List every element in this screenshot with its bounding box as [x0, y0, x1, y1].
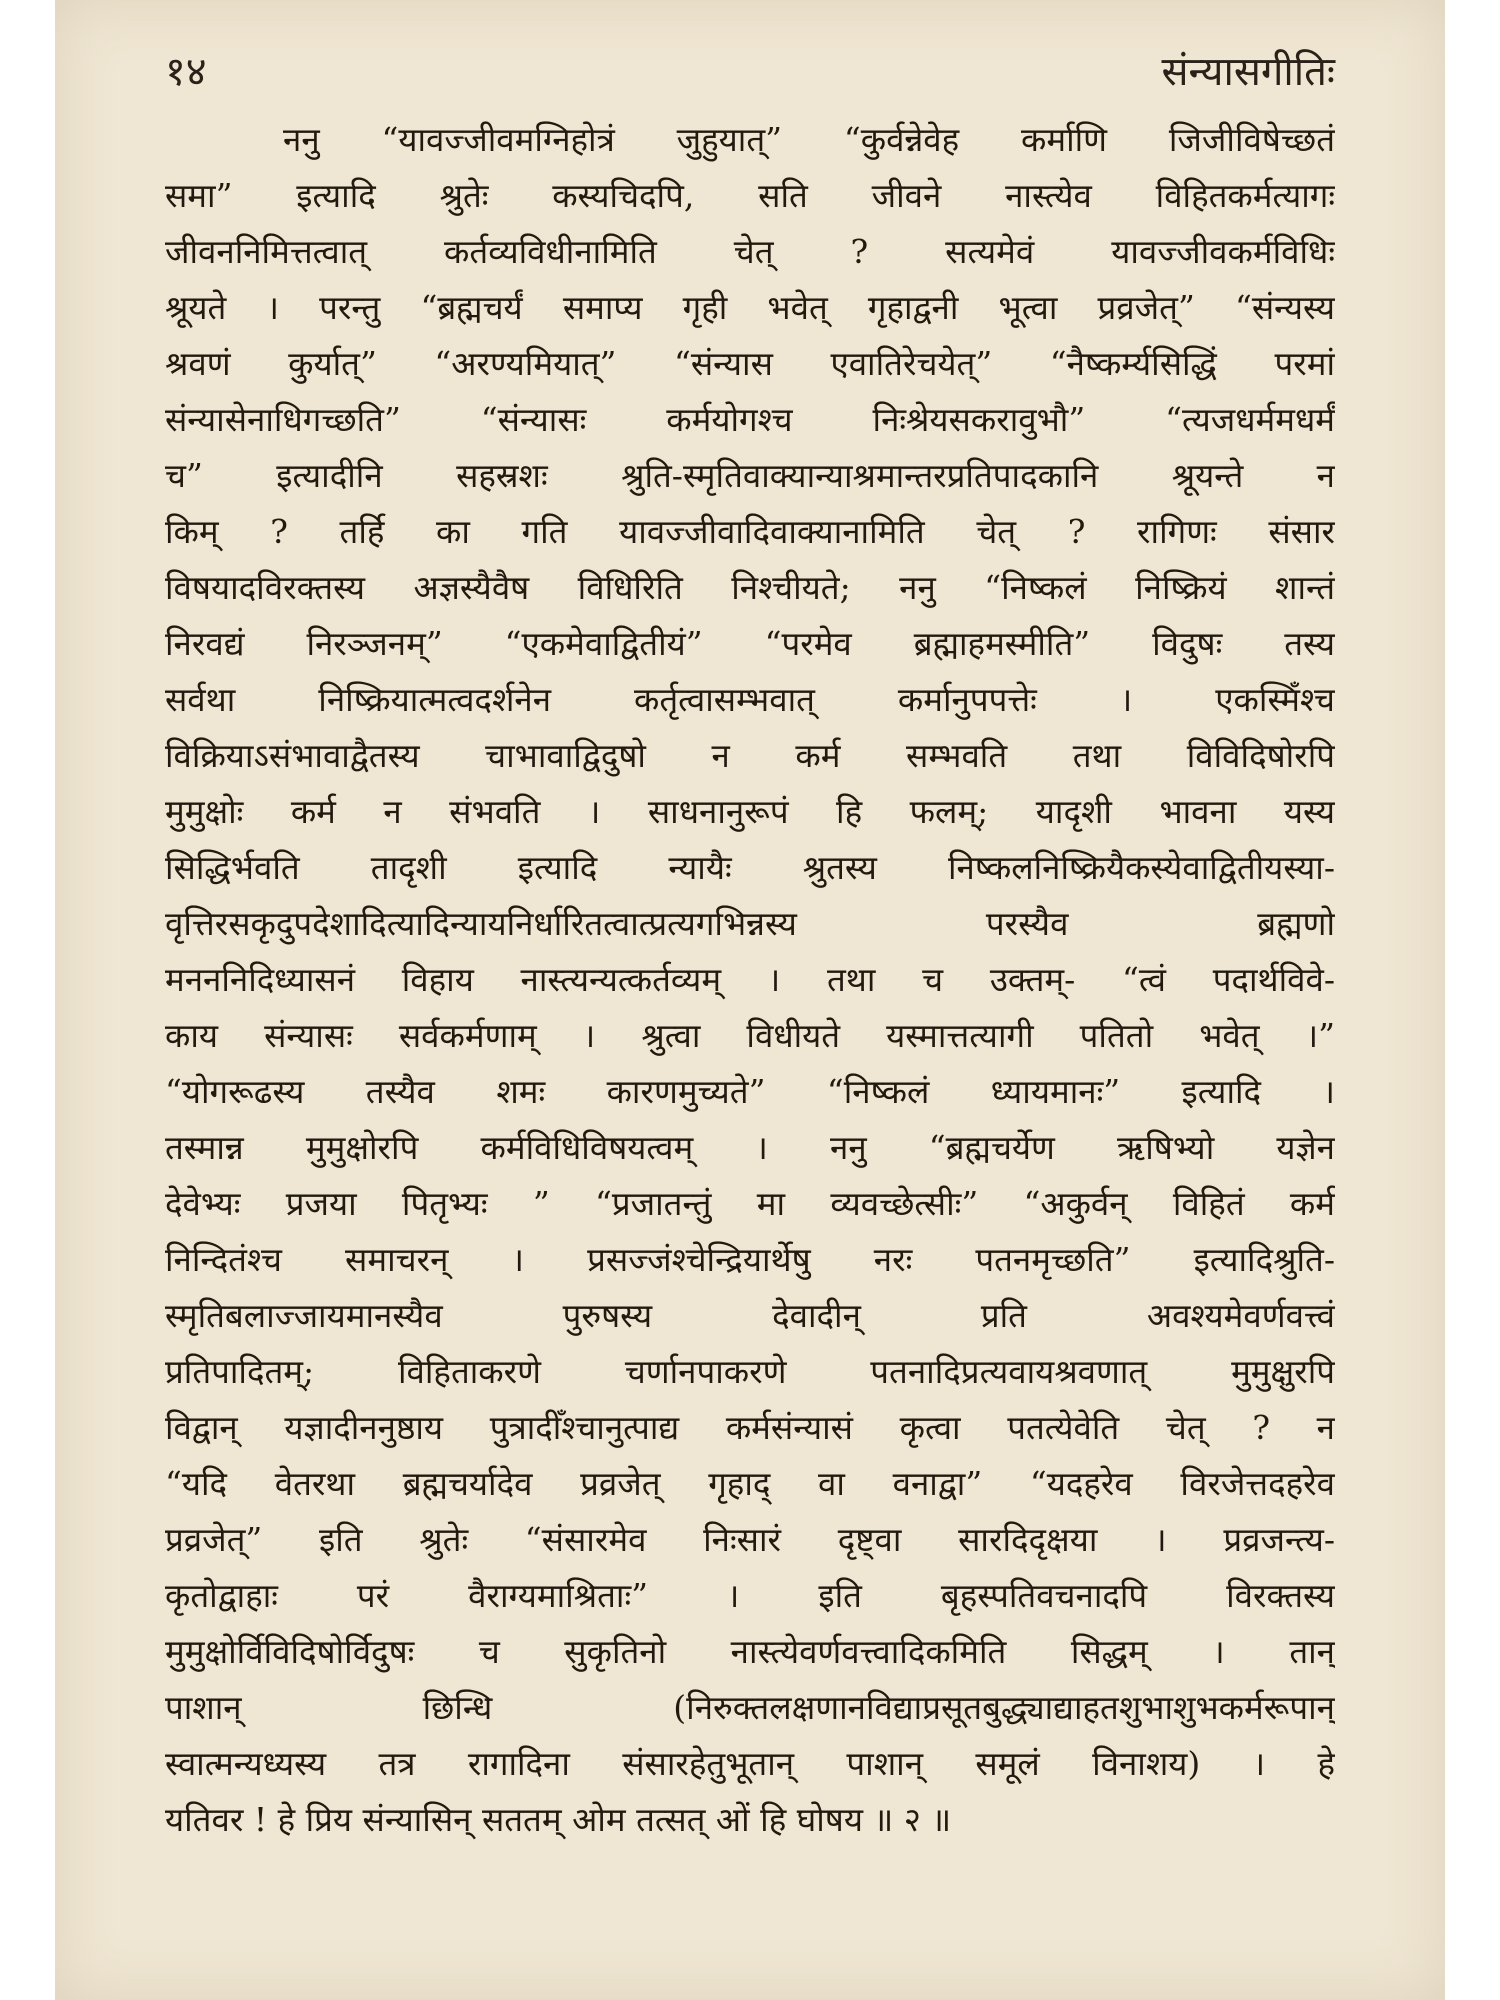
text-line: यतिवर ! हे प्रिय संन्यासिन् सततम् ओम तत्सत् ओं हि घोषय ॥ २ ॥ [165, 1800, 952, 1839]
text-line: जीवननिमित्तत्वात् कर्तव्यविधीनामिति चेत् ? सत्यमेवं यावज्जीवकर्मविधिः [165, 232, 1335, 271]
text-line: विषयादविरक्तस्य अज्ञस्यैवैष विधिरिति निश्चीयते; ननु “निष्कलं निष्क्रियं शान्तं [165, 568, 1335, 607]
book-page [55, 0, 1445, 2000]
text-line: पाशान् छिन्धि (निरुक्तलक्षणानविद्याप्रसूतबुद्ध्याद्याहतशुभाशुभकर्मरूपान् [165, 1688, 1335, 1727]
text-line: “योगरूढस्य तस्यैव शमः कारणमुच्यते” “निष्कलं ध्यायमानः” इत्यादि । [165, 1072, 1335, 1111]
text-line: किम् ? तर्हि का गति यावज्जीवादिवाक्यानामिति चेत् ? रागिणः संसार [165, 512, 1335, 551]
page-header [165, 42, 1335, 102]
text-line: वृत्तिरसकृदुपदेशादित्यादिन्यायनिर्धारितत्वात्प्रत्यगभिन्नस्य परस्यैव ब्रह्मणो [165, 904, 1335, 943]
text-line: कृतोद्वाहाः परं वैराग्यमाश्रिताः” । इति बृहस्पतिवचनादपि विरक्तस्य [165, 1576, 1335, 1615]
text-line: निरवद्यं निरञ्जनम्” “एकमेवाद्वितीयं” “परमेव ब्रह्माहमस्मीति” विदुषः तस्य [165, 624, 1335, 663]
text-line: “यदि वेतरथा ब्रह्मचर्यादेव प्रव्रजेत् गृहाद् वा वनाद्वा” “यदहरेव विरजेत्तदहरेव [165, 1464, 1335, 1503]
text-line: मुमुक्षोर्विविदिषोर्विदुषः च सुकृतिनो नास्त्येवर्णवत्त्वादिकमिति सिद्धम् । तान् [165, 1632, 1335, 1671]
text-line: मनननिदिध्यासनं विहाय नास्त्यन्यत्कर्तव्यम् । तथा च उक्तम्- “त्वं पदार्थविवे- [165, 960, 1335, 999]
body-text [165, 112, 1335, 1848]
page-number: १४ [165, 49, 207, 95]
running-title: संन्यासगीतिः [1161, 49, 1335, 95]
text-line: समा” इत्यादि श्रुतेः कस्यचिदपि, सति जीवने नास्त्येव विहितकर्मत्यागः [165, 176, 1335, 215]
text-line: प्रतिपादितम्; विहिताकरणे चर्णानपाकरणे पतनादिप्रत्यवायश्रवणात् मुमुक्षुरपि [165, 1352, 1335, 1391]
text-line: देवेभ्यः प्रजया पितृभ्यः ” “प्रजातन्तुं मा व्यवच्छेत्सीः” “अकुर्वन् विहितं कर्म [165, 1184, 1335, 1223]
text-line: स्मृतिबलाज्जायमानस्यैव पुरुषस्य देवादीन् प्रति अवश्यमेवर्णवत्त्वं [165, 1296, 1335, 1335]
text-line: श्रवणं कुर्यात्” “अरण्यमियात्” “संन्यास एवातिरेचयेत्” “नैष्कर्म्यसिद्धिं परमां [165, 344, 1335, 383]
text-line: च” इत्यादीनि सहस्रशः श्रुति-स्मृतिवाक्यान्याश्रमान्तरप्रतिपादकानि श्रूयन्ते न [165, 456, 1335, 495]
text-line: श्रूयते । परन्तु “ब्रह्मचर्यं समाप्य गृही भवेत् गृहाद्वनी भूत्वा प्रव्रजेत्” “संन्यस्य [165, 288, 1335, 327]
text-line: मुमुक्षोः कर्म न संभवति । साधनानुरूपं हि फलम्; यादृशी भावना यस्य [165, 792, 1335, 831]
text-line: विक्रियाऽसंभावाद्वैतस्य चाभावाद्विदुषो न कर्म सम्भवति तथा विविदिषोरपि [165, 736, 1335, 775]
text-line: सर्वथा निष्क्रियात्मत्वदर्शनेन कर्तृत्वासम्भवात् कर्मानुपपत्तेः । एकस्मिँश्च [165, 680, 1335, 719]
text-line: सिद्धिर्भवति तादृशी इत्यादि न्यायैः श्रुतस्य निष्कलनिष्क्रियैकस्येवाद्वितीयस्या- [165, 848, 1335, 887]
text-line: ननु “यावज्जीवमग्निहोत्रं जुहुयात्” “कुर्वन्नेवेह कर्माणि जिजीविषेच्छतं [283, 120, 1335, 159]
text-line: निन्दितंश्च समाचरन् । प्रसज्जंश्चेन्द्रियार्थेषु नरः पतनमृच्छति” इत्यादिश्रुति- [165, 1240, 1335, 1279]
text-line: स्वात्मन्यध्यस्य तत्र रागादिना संसारहेतुभूतान् पाशान् समूलं विनाशय) । हे [165, 1744, 1335, 1783]
text-line: विद्वान् यज्ञादीननुष्ठाय पुत्रादीँश्चानुत्पाद्य कर्मसंन्यासं कृत्वा पतत्येवेति चेत् ? न [165, 1408, 1335, 1447]
text-line: काय संन्यासः सर्वकर्मणाम् । श्रुत्वा विधीयते यस्मात्तत्यागी पतितो भवेत् ।” [165, 1016, 1335, 1055]
text-line: संन्यासेनाधिगच्छति” “संन्यासः कर्मयोगश्च निःश्रेयसकरावुभौ” “त्यजधर्ममधर्मं [165, 400, 1335, 439]
text-line: प्रव्रजेत्” इति श्रुतेः “संसारमेव निःसारं दृष्ट्वा सारदिदृक्षया । प्रव्रजन्त्य- [165, 1520, 1335, 1559]
text-line: तस्मान्न मुमुक्षोरपि कर्मविधिविषयत्वम् । ननु “ब्रह्मचर्येण ऋषिभ्यो यज्ञेन [165, 1128, 1335, 1167]
